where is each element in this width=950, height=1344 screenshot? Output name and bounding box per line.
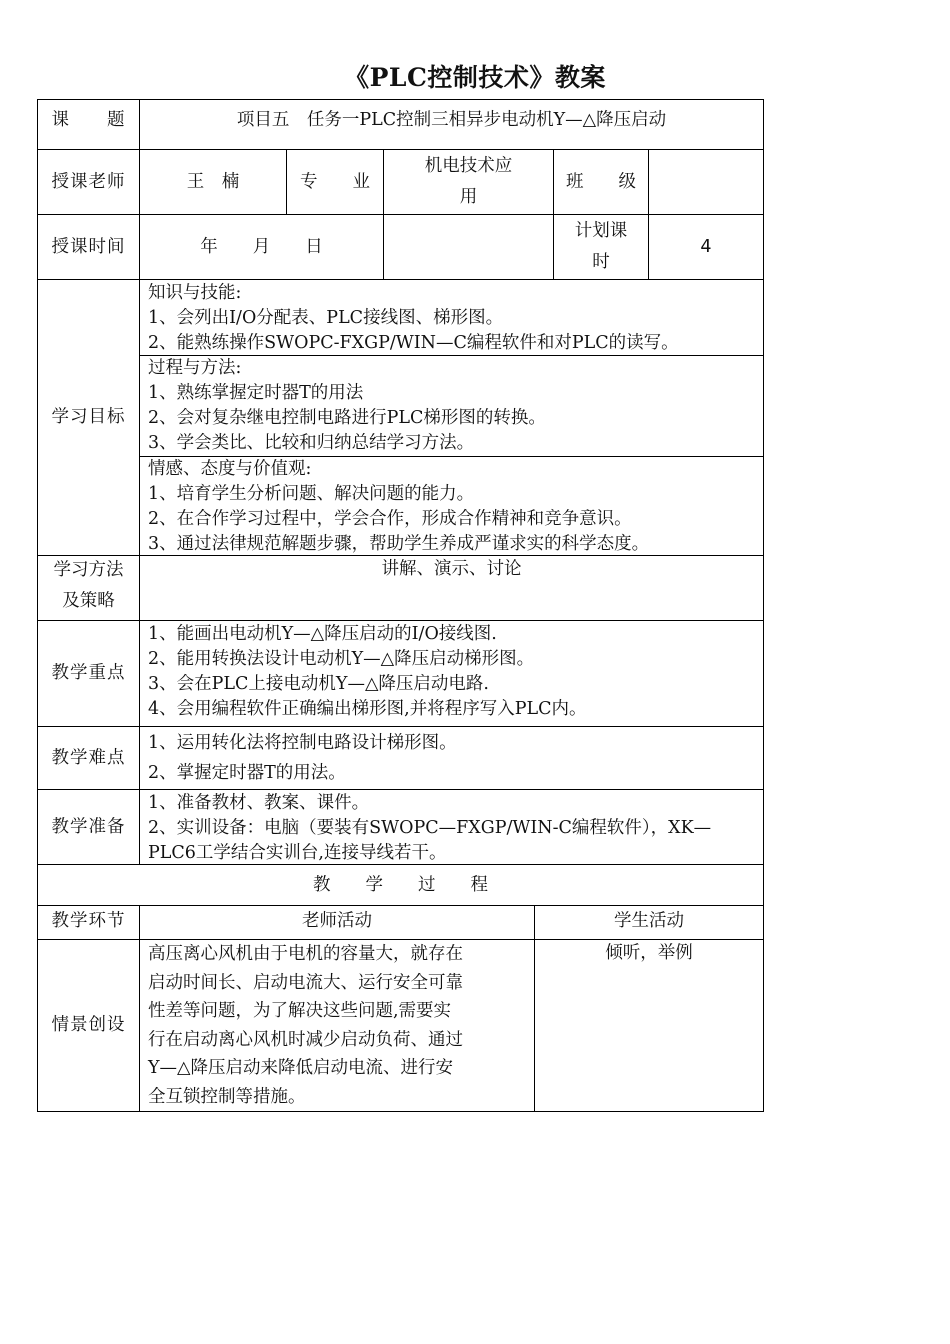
objectives-knowledge [148, 281, 679, 356]
preparation-list [148, 791, 711, 866]
teacher-activity-line: 行在启动离心风机时减少启动负荷、通过 [148, 1029, 463, 1050]
objective-line: 1、会列出I/O分配表、PLC接线图、梯形图。 [148, 308, 504, 328]
topic-value: 项目五 任务一PLC控制三相异步电动机Y—△降压启动 [236, 109, 667, 130]
teacher-activity-line: 启动时间长、启动电流大、运行安全可靠 [148, 972, 463, 993]
key-point-item: 4、会用编程软件正确编出梯形图,并将程序写入PLC内。 [148, 699, 587, 719]
teacher-activity-line: Y—△降压启动来降低启动电流、进行安 [148, 1058, 454, 1078]
class-label: 班 级 [566, 171, 636, 192]
table-line [763, 99, 764, 1112]
key-point-item: 3、会在PLC上接电动机Y—△降压启动电路. [148, 674, 489, 694]
key-point-item: 2、能用转换法设计电动机Y—△降压启动梯形图。 [148, 649, 535, 669]
time-value: 年 月 日 [200, 236, 323, 257]
methods-label-line1: 学习方法 [53, 560, 124, 580]
column-header-stage: 教学环节 [51, 910, 126, 931]
difficulties-list [148, 728, 457, 788]
table-line [37, 620, 764, 621]
objective-line: 1、培育学生分析问题、解决问题的能力。 [148, 484, 475, 504]
hours-label [554, 215, 648, 279]
methods-label-line2: 及策略 [62, 591, 115, 611]
objectives-process [148, 356, 546, 456]
key-points-label: 教学重点 [51, 663, 126, 683]
hours-value: 4 [700, 236, 712, 257]
objective-line: 2、会对复杂继电控制电路进行PLC梯形图的转换。 [148, 408, 546, 428]
time-label: 授课时间 [51, 236, 126, 257]
key-points-list [148, 622, 586, 722]
process-row-student-activity: 倾听，举例 [605, 943, 693, 963]
preparation-label: 教学准备 [51, 816, 126, 837]
process-row-teacher-activity [148, 940, 463, 1111]
teacher-label: 授课老师 [51, 171, 126, 192]
major-value-line2: 用 [459, 187, 478, 207]
methods-label [38, 553, 139, 619]
major-value [384, 150, 553, 214]
objective-line: 3、学会类比、比较和归纳总结学习方法。 [148, 433, 475, 453]
objective-line: 情感、态度与价值观: [148, 459, 312, 479]
preparation-item: 1、准备教材、教案、课件。 [148, 793, 370, 813]
objective-line: 过程与方法: [148, 358, 242, 378]
hours-label-line2: 时 [592, 252, 610, 272]
teacher-activity-line: 高压离心风机由于电机的容量大，就存在 [148, 944, 463, 964]
objectives-emotion [148, 457, 649, 557]
table-line [37, 726, 764, 727]
teacher-activity-line: 全互锁控制等措施。 [148, 1086, 306, 1107]
methods-value: 讲解、演示、讨论 [381, 559, 522, 579]
column-header-student: 学生活动 [614, 910, 684, 931]
objectives-label: 学习目标 [51, 407, 126, 427]
major-label: 专 业 [300, 171, 370, 192]
difficulties-label: 教学难点 [51, 747, 126, 768]
teacher-activity-line: 性差等问题，为了解决这些问题,需要实 [148, 1001, 452, 1021]
hours-label-line1: 计划课 [574, 221, 628, 241]
process-row-stage: 情景创设 [51, 1015, 126, 1035]
table-line [534, 905, 535, 1112]
table-line [37, 789, 764, 790]
column-header-teacher: 老师活动 [302, 910, 372, 931]
objective-line: 1、熟练掌握定时器T的用法 [148, 383, 364, 403]
process-heading: 教 学 过 程 [313, 874, 488, 895]
preparation-item: PLC6工学结合实训台,连接导线若干。 [148, 843, 447, 863]
difficulty-item: 1、运用转化法将控制电路设计梯形图。 [148, 733, 457, 753]
teacher-value: 王 楠 [186, 171, 240, 192]
topic-label: 课 题 [51, 109, 126, 130]
major-value-line1: 机电技术应 [424, 156, 513, 176]
preparation-item: 2、实训设备：电脑（要装有SWOPC—FXGP/WIN-C编程软件），XK— [148, 818, 712, 838]
objective-line: 2、在合作学习过程中，学会合作，形成合作精神和竞争意识。 [148, 509, 632, 529]
table-line [37, 279, 764, 280]
document-title: 《PLC控制技术》教案 [344, 63, 606, 92]
difficulty-item: 2、掌握定时器T的用法。 [148, 763, 346, 783]
table-line [139, 905, 140, 1112]
class-value [649, 150, 763, 214]
objective-line: 2、能熟练操作SWOPC-FXGP/WIN—C编程软件和对PLC的读写。 [148, 333, 679, 353]
objective-line: 知识与技能: [148, 283, 242, 303]
key-point-item: 1、能画出电动机Y—△降压启动的I/O接线图. [148, 624, 497, 644]
table-line [37, 1111, 764, 1112]
objective-line: 3、通过法律规范解题步骤，帮助学生养成严谨求实的科学态度。 [148, 534, 650, 554]
